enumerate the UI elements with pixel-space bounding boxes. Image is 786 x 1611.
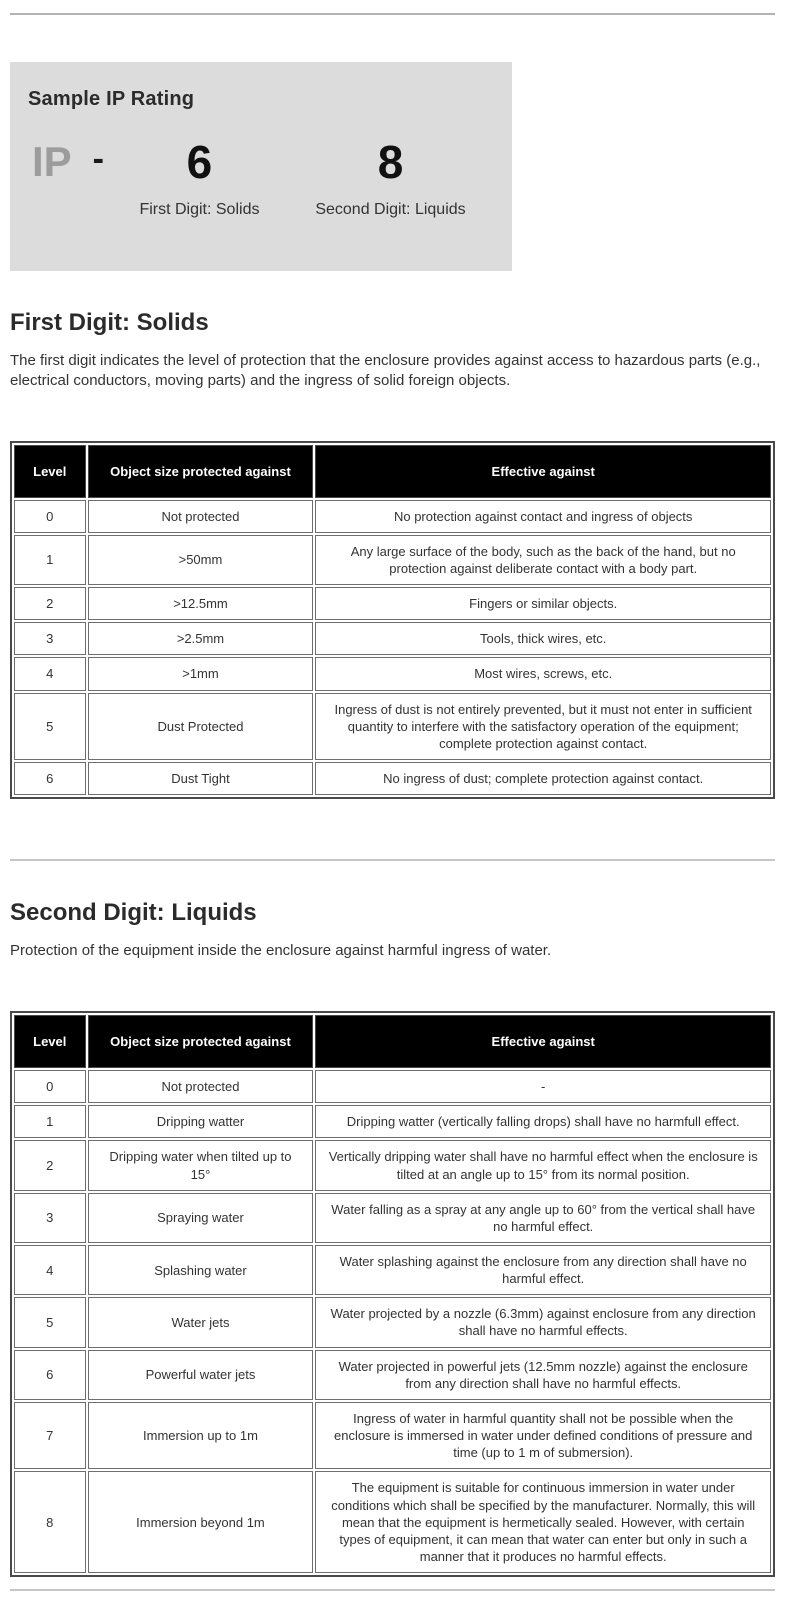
section-description: The first digit indicates the level of protection that the enclosure provides against access to hazardous parts (e.g., electrical conductors, moving parts) and the ingress of solid foreign objects.	[10, 351, 761, 389]
table-row	[14, 1471, 771, 1573]
table-cell: Immersion beyond 1m	[88, 1471, 314, 1573]
table-cell: 1	[14, 535, 86, 585]
table-cell: Water projected in powerful jets (12.5mm nozzle) against the enclosure from any direction shall have no harmful effects.	[315, 1350, 771, 1400]
second-digit-value: 8	[377, 136, 404, 188]
table-row	[14, 535, 771, 585]
table-cell: Most wires, screws, etc.	[315, 657, 771, 690]
table-cell: >2.5mm	[88, 622, 314, 655]
section-divider	[10, 859, 775, 861]
second-digit-column	[295, 136, 486, 219]
table-cell: Vertically dripping water shall have no harmful effect when the enclosure is tilted at an angle up to 15° from its normal position.	[315, 1140, 771, 1190]
table-cell: The equipment is suitable for continuous immersion in water under conditions which shall be specified by the manufacturer. Normally, this will mean that the equipment is hermetically sealed. However, with certain types of equipment, it can mean that water can enter but only in such a manner that it produces no harmful effects.	[315, 1471, 771, 1573]
first-digit-column	[104, 136, 295, 219]
table-cell: Ingress of dust is not entirely prevented, but it must not enter in sufficient quantity to interfere with the satisfactory operation of the equipment; complete protection against contact.	[315, 693, 771, 760]
section-divider-block	[10, 859, 775, 861]
table-cell: 0	[14, 1070, 86, 1103]
section-heading: Second Digit: Liquids	[10, 899, 257, 927]
table-cell: Dust Tight	[88, 762, 314, 795]
table-row	[14, 622, 771, 655]
table-row	[14, 693, 771, 760]
table-header-row	[14, 445, 771, 498]
table-cell: 1	[14, 1105, 86, 1138]
column-header-effective-against: Effective against	[315, 1015, 771, 1068]
table-cell: 5	[14, 1297, 86, 1347]
table-cell: Splashing water	[88, 1245, 314, 1295]
section-heading: First Digit: Solids	[10, 308, 209, 336]
column-header-object-size: Object size protected against	[88, 1015, 314, 1068]
table-cell: Not protected	[88, 1070, 314, 1103]
table-cell: No protection against contact and ingress of objects	[315, 500, 771, 533]
ip-separator: -	[92, 140, 104, 178]
column-header-object-size: Object size protected against	[88, 445, 314, 498]
table-cell: Water projected by a nozzle (6.3mm) against enclosure from any direction shall have no harmful effects.	[315, 1297, 771, 1347]
table-cell: Water jets	[88, 1297, 314, 1347]
column-header-effective-against: Effective against	[315, 445, 771, 498]
table-row	[14, 1070, 771, 1103]
liquids-rating-table	[10, 1011, 775, 1577]
table-cell: Dripping water when tilted up to 15°	[88, 1140, 314, 1190]
table-row	[14, 1105, 771, 1138]
column-header-level: Level	[14, 1015, 86, 1068]
table-cell: 4	[14, 657, 86, 690]
sample-box-title: Sample IP Rating	[28, 88, 195, 110]
table-row	[14, 1297, 771, 1347]
table-cell: Any large surface of the body, such as the back of the hand, but no protection against deliberate contact with a body part.	[315, 535, 771, 585]
table-cell: Dust Protected	[88, 693, 314, 760]
table-cell: Spraying water	[88, 1193, 314, 1243]
table-cell: >1mm	[88, 657, 314, 690]
table-row	[14, 587, 771, 620]
table-cell: Dripping watter	[88, 1105, 314, 1138]
table-cell: -	[315, 1070, 771, 1103]
table-cell: Not protected	[88, 500, 314, 533]
table-cell: 3	[14, 1193, 86, 1243]
table-row	[14, 1245, 771, 1295]
table-cell: >12.5mm	[88, 587, 314, 620]
column-header-level: Level	[14, 445, 86, 498]
first-digit-value: 6	[186, 136, 213, 188]
table-cell: Tools, thick wires, etc.	[315, 622, 771, 655]
table-cell: 2	[14, 587, 86, 620]
ip-prefix-text: IP	[32, 138, 71, 185]
table-cell: Ingress of water in harmful quantity shall not be possible when the enclosure is immersed in water under defined conditions of pressure and time (up to 1 m of submersion).	[315, 1402, 771, 1469]
table-cell: >50mm	[88, 535, 314, 585]
section-first-digit-solids	[10, 309, 775, 799]
table-row	[14, 1402, 771, 1469]
table-cell: 2	[14, 1140, 86, 1190]
table-cell: Water falling as a spray at any angle up to 60° from the vertical shall have no harmful effect.	[315, 1193, 771, 1243]
first-digit-label: First Digit: Solids	[139, 200, 260, 218]
table-header-row	[14, 1015, 771, 1068]
table-row	[14, 657, 771, 690]
table-cell: Fingers or similar objects.	[315, 587, 771, 620]
section-second-digit-liquids	[10, 899, 775, 1577]
table-cell: 6	[14, 762, 86, 795]
second-digit-label: Second Digit: Liquids	[315, 200, 466, 218]
table-cell: Powerful water jets	[88, 1350, 314, 1400]
solids-rating-table	[10, 441, 775, 800]
table-cell: 5	[14, 693, 86, 760]
table-cell: 7	[14, 1402, 86, 1469]
ip-rating-row	[28, 136, 486, 219]
top-divider	[10, 13, 775, 15]
table-cell: Dripping watter (vertically falling drops) shall have no harmfull effect.	[315, 1105, 771, 1138]
table-row	[14, 1193, 771, 1243]
table-cell: 0	[14, 500, 86, 533]
sample-ip-rating-box	[10, 62, 512, 271]
table-cell: 4	[14, 1245, 86, 1295]
section-description: Protection of the equipment inside the enclosure against harmful ingress of water.	[10, 942, 552, 960]
table-cell: 8	[14, 1471, 86, 1573]
table-cell: Immersion up to 1m	[88, 1402, 314, 1469]
table-cell: 6	[14, 1350, 86, 1400]
bottom-divider	[10, 1589, 775, 1591]
table-row	[14, 1350, 771, 1400]
table-row	[14, 762, 771, 795]
table-cell: No ingress of dust; complete protection against contact.	[315, 762, 771, 795]
table-cell: Water splashing against the enclosure from any direction shall have no harmful effect.	[315, 1245, 771, 1295]
table-row	[14, 1140, 771, 1190]
ip-prefix	[28, 138, 104, 185]
table-row	[14, 500, 771, 533]
table-cell: 3	[14, 622, 86, 655]
